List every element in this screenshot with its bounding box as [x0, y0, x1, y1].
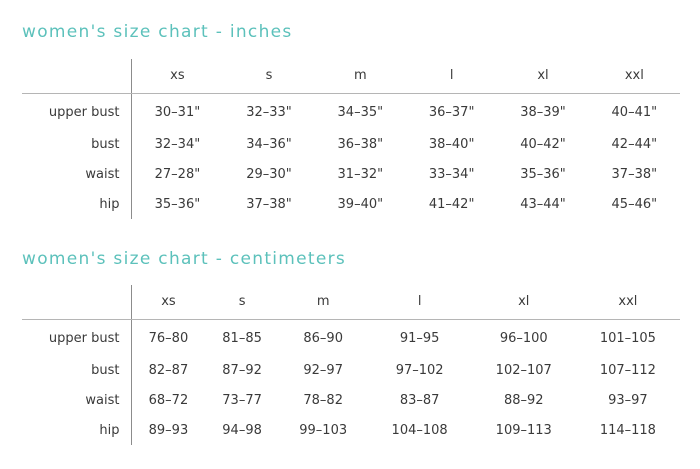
header-row [22, 285, 680, 319]
table-cell: 38–40" [428, 136, 475, 152]
table-cell: 101–105 [599, 331, 656, 347]
size-header-m: m [315, 59, 406, 93]
row-label: waist [22, 385, 131, 415]
table-cell: 86–90 [303, 331, 343, 347]
centimeters-size-table [22, 285, 680, 445]
size-header-m: m [279, 285, 368, 319]
table-row [22, 319, 680, 355]
inches-size-table [22, 59, 680, 219]
table-cell: 88–92 [503, 392, 544, 408]
table-cell: 32–34" [154, 136, 201, 152]
corner-cell [22, 285, 131, 319]
header-row [22, 59, 680, 93]
table-cell: 92–97 [303, 362, 343, 378]
table-cell: 36–38" [337, 136, 384, 152]
size-header-l: l [368, 285, 472, 319]
table-cell: 27–28" [154, 166, 201, 182]
table-cell: 97–102 [395, 362, 444, 378]
table-cell: 96–100 [499, 331, 548, 347]
row-label: hip [22, 189, 131, 219]
table-cell: 36–37" [428, 105, 475, 121]
row-label: hip [22, 415, 131, 445]
size-header-s: s [223, 59, 314, 93]
centimeters-chart-title: women's size chart - centimeters [22, 249, 347, 269]
size-header-xl: xl [497, 59, 588, 93]
table-cell: 40–42" [520, 136, 566, 152]
table-cell: 68–72 [148, 392, 189, 408]
table-row [22, 415, 680, 445]
table-cell: 104–108 [391, 422, 448, 438]
table-cell: 41–42" [428, 196, 475, 212]
table-cell: 83–87 [399, 392, 440, 408]
table-cell: 39–40" [337, 196, 384, 212]
table-cell: 29–30" [246, 166, 292, 182]
table-row [22, 129, 680, 159]
table-cell: 94–98 [222, 422, 262, 438]
table-cell: 82–87 [148, 362, 189, 378]
row-label: bust [22, 129, 131, 159]
table-cell: 35–36" [520, 166, 566, 182]
table-cell: 34–35" [337, 105, 384, 121]
table-cell: 30–31" [154, 105, 201, 121]
row-label: bust [22, 355, 131, 385]
table-cell: 99–103 [299, 422, 348, 438]
table-cell: 102–107 [495, 362, 552, 378]
row-label: upper bust [22, 319, 131, 355]
table-cell: 31–32" [337, 166, 384, 182]
row-label: upper bust [22, 93, 131, 129]
table-cell: 43–44" [520, 196, 566, 212]
table-cell: 114–118 [599, 422, 656, 438]
table-cell: 35–36" [154, 196, 201, 212]
table-cell: 93–97 [608, 392, 648, 408]
table-row [22, 189, 680, 219]
table-cell: 37–38" [246, 196, 292, 212]
table-cell: 37–38" [611, 166, 658, 182]
table-cell: 38–39" [520, 105, 566, 121]
size-header-xs: xs [131, 285, 205, 319]
table-row [22, 93, 680, 129]
table-cell: 32–33" [246, 105, 292, 121]
table-row [22, 159, 680, 189]
table-cell: 91–95 [399, 331, 440, 347]
table-row [22, 385, 680, 415]
table-cell: 109–113 [495, 422, 552, 438]
table-cell: 73–77 [222, 392, 262, 408]
size-header-xs: xs [131, 59, 223, 93]
size-header-xxl: xxl [589, 59, 680, 93]
table-cell: 34–36" [246, 136, 292, 152]
table-cell: 42–44" [611, 136, 658, 152]
table-cell: 81–85 [222, 331, 262, 347]
table-cell: 89–93 [148, 422, 189, 438]
size-header-xxl: xxl [576, 285, 680, 319]
table-cell: 33–34" [428, 166, 475, 182]
table-cell: 78–82 [303, 392, 343, 408]
size-header-xl: xl [472, 285, 576, 319]
inches-chart-title: women's size chart - inches [22, 22, 293, 42]
table-cell: 45–46" [611, 196, 658, 212]
corner-cell [22, 59, 131, 93]
table-cell: 40–41" [611, 105, 658, 121]
size-header-s: s [205, 285, 278, 319]
table-cell: 87–92 [222, 362, 262, 378]
size-header-l: l [406, 59, 497, 93]
table-cell: 107–112 [599, 362, 656, 378]
table-row [22, 355, 680, 385]
row-label: waist [22, 159, 131, 189]
table-cell: 76–80 [148, 331, 189, 347]
